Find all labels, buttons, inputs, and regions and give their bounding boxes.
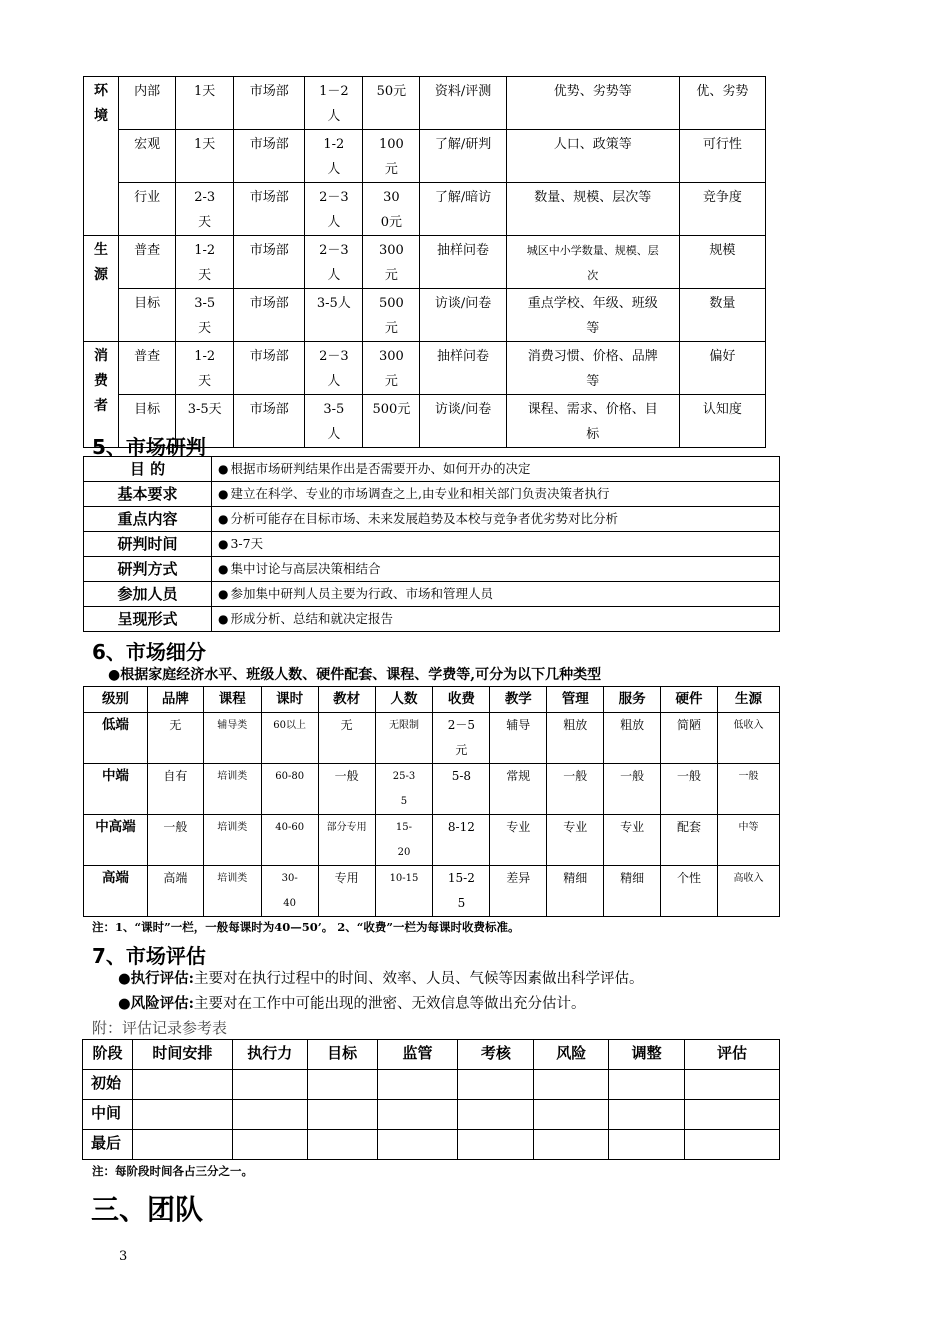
row-value [212, 507, 780, 532]
table-cell: 资料/评测 [420, 77, 506, 130]
table-row [84, 457, 780, 482]
row-label: 重点内容 [84, 507, 212, 532]
table-row [84, 532, 780, 557]
column-header: 监管 [377, 1040, 458, 1070]
risk-assessment-item: ●风险评估:主要对在工作中可能出现的泄密、无效信息等做出充分估计。 [118, 995, 586, 1012]
table-cell: 偏好 [679, 342, 765, 395]
table-cell: 市场部 [234, 342, 305, 395]
row-value-text: 参加集中研判人员主要为行政、市场和管理人员 [230, 586, 493, 601]
section-7-heading: 7、市场评估 [92, 944, 206, 968]
table-cell: 5-8 [433, 764, 490, 815]
table-cell: 1-2 天 [176, 236, 234, 289]
column-header: 硬件 [661, 687, 718, 713]
group-label-cell: 消 费 者 [84, 342, 119, 448]
empty-cell [609, 1070, 685, 1100]
table-row [83, 1100, 780, 1130]
column-header: 执行力 [232, 1040, 307, 1070]
table-cell: 部分专用 [318, 815, 375, 866]
table-cell: 了解/暗访 [420, 183, 506, 236]
header-row [83, 1040, 780, 1070]
empty-cell [307, 1130, 377, 1160]
table-cell: 2－3 人 [305, 236, 363, 289]
empty-cell [685, 1070, 780, 1100]
empty-cell [458, 1130, 534, 1160]
empty-cell [232, 1070, 307, 1100]
table-cell: 一般 [661, 764, 718, 815]
table-cell: 一般 [147, 815, 203, 866]
table-cell: 中高端 [84, 815, 148, 866]
assessment-table-note: 注：每阶段时间各占三分之一。 [92, 1164, 253, 1178]
table-cell: 城区中小学数量、规模、层 次 [506, 236, 679, 289]
table-cell: 40-60 [261, 815, 318, 866]
table-cell: 市场部 [234, 130, 305, 183]
table-cell: 差异 [490, 866, 547, 917]
bullet-icon: ● [218, 587, 229, 601]
column-header: 风险 [534, 1040, 609, 1070]
table-cell: 课程、需求、价格、目 标 [506, 395, 679, 448]
table-cell: 培训类 [203, 764, 261, 815]
table-row [84, 289, 766, 342]
table-cell: 高收入 [717, 866, 779, 917]
table-cell: 10-15 [375, 866, 433, 917]
bullet-icon: ● [218, 562, 229, 576]
row-label: 参加人员 [84, 582, 212, 607]
table-row [84, 77, 766, 130]
table-cell: 300 元 [363, 236, 420, 289]
table-cell: 2-3 天 [176, 183, 234, 236]
table-cell: 100 元 [363, 130, 420, 183]
table-cell: 无 [318, 713, 375, 764]
column-header: 目标 [307, 1040, 377, 1070]
column-header: 收费 [433, 687, 490, 713]
row-label: 目 的 [84, 457, 212, 482]
row-label: 基本要求 [84, 482, 212, 507]
bullet-icon: ● [118, 971, 131, 987]
table-row [84, 815, 780, 866]
empty-cell [534, 1070, 609, 1100]
table-cell: 普查 [119, 236, 176, 289]
empty-cell [132, 1100, 232, 1130]
table-cell: 辅导 [490, 713, 547, 764]
table-cell: 消费习惯、价格、品牌 等 [506, 342, 679, 395]
empty-cell [685, 1100, 780, 1130]
table-cell: 1天 [176, 77, 234, 130]
column-header: 品牌 [147, 687, 203, 713]
column-header: 评估 [685, 1040, 780, 1070]
table-cell: 精细 [547, 866, 604, 917]
table-row [84, 183, 766, 236]
table-cell: 3-5人 [305, 289, 363, 342]
bullet-icon: ● [218, 462, 229, 476]
table-cell: 自有 [147, 764, 203, 815]
row-value [212, 607, 780, 632]
bullet-icon: ● [218, 612, 229, 626]
table-cell: 普查 [119, 342, 176, 395]
row-value [212, 457, 780, 482]
table-row [84, 482, 780, 507]
table-cell: 粗放 [604, 713, 661, 764]
table-cell: 访谈/问卷 [420, 289, 506, 342]
segment-table-note: 注：1、“课时”一栏，一般每课时为40—50’。 2、“收费”一栏为每课时收费标准。 [92, 920, 520, 934]
group-label-cell: 环 境 [84, 77, 119, 236]
column-header: 考核 [458, 1040, 534, 1070]
table-cell: 简陋 [661, 713, 718, 764]
table-cell: 1天 [176, 130, 234, 183]
empty-cell [377, 1130, 458, 1160]
table-row [84, 342, 766, 395]
section-6-heading: 6、市场细分 [92, 640, 206, 664]
column-header: 人数 [375, 687, 433, 713]
table-cell: 无限制 [375, 713, 433, 764]
table-cell: 15- 20 [375, 815, 433, 866]
bullet-icon: ● [218, 537, 229, 551]
table-cell: 市场部 [234, 395, 305, 448]
table-row [84, 557, 780, 582]
empty-cell [132, 1070, 232, 1100]
table-cell: 数量、规模、层次等 [506, 183, 679, 236]
market-segment-table [83, 686, 780, 917]
table-cell: 1-2 天 [176, 342, 234, 395]
stage-label: 中间 [83, 1100, 133, 1130]
row-value-text: 分析可能存在目标市场、未来发展趋势及本校与竞争者优劣势对比分析 [230, 511, 618, 526]
row-value-text: 集中讨论与高层决策相结合 [230, 561, 381, 576]
table-cell: 规模 [679, 236, 765, 289]
empty-cell [307, 1100, 377, 1130]
empty-cell [458, 1100, 534, 1130]
column-header: 服务 [604, 687, 661, 713]
table-cell: 宏观 [119, 130, 176, 183]
column-header: 阶段 [83, 1040, 133, 1070]
row-value-text: 根据市场研判结果作出是否需要开办、如何开办的决定 [230, 461, 531, 476]
table-cell: 行业 [119, 183, 176, 236]
assessment-record-table [82, 1039, 780, 1160]
empty-cell [534, 1100, 609, 1130]
table-row [84, 582, 780, 607]
table-cell: 一般 [318, 764, 375, 815]
table-cell: 中端 [84, 764, 148, 815]
table-row [84, 713, 780, 764]
appendix-title: 附：评估记录参考表 [92, 1019, 228, 1037]
stage-label: 最后 [83, 1130, 133, 1160]
empty-cell [307, 1070, 377, 1100]
empty-cell [534, 1130, 609, 1160]
table-cell: 抽样问卷 [420, 236, 506, 289]
table-cell: 3-5天 [176, 395, 234, 448]
table-row [84, 130, 766, 183]
table-row [84, 866, 780, 917]
row-value-text: 3-7天 [230, 536, 264, 551]
table-cell: 无 [147, 713, 203, 764]
row-value [212, 482, 780, 507]
table-cell: 了解/研判 [420, 130, 506, 183]
column-header: 教学 [490, 687, 547, 713]
table-cell: 可行性 [679, 130, 765, 183]
table-row [84, 607, 780, 632]
table-cell: 粗放 [547, 713, 604, 764]
bullet-icon: ● [218, 487, 229, 501]
chapter-3-heading: 三、团队 [91, 1193, 204, 1226]
table-cell: 目标 [119, 289, 176, 342]
research-plan-table [83, 76, 766, 448]
table-cell: 1－2 人 [305, 77, 363, 130]
table-cell: 精细 [604, 866, 661, 917]
table-cell: 15-2 5 [433, 866, 490, 917]
table-cell: 目标 [119, 395, 176, 448]
table-cell: 3-5 天 [176, 289, 234, 342]
table-cell: 1-2 人 [305, 130, 363, 183]
execution-assessment-item: ●执行评估:主要对在执行过程中的时间、效率、人员、气候等因素做出科学评估。 [118, 970, 644, 987]
page-number: 3 [119, 1249, 128, 1264]
table-cell: 8-12 [433, 815, 490, 866]
table-cell: 市场部 [234, 183, 305, 236]
table-cell: 25-3 5 [375, 764, 433, 815]
row-value-text: 建立在科学、专业的市场调查之上,由专业和相关部门负责决策者执行 [230, 486, 610, 501]
section-5-heading: 5、市场研判 [92, 435, 206, 459]
table-cell: 一般 [717, 764, 779, 815]
header-row [84, 687, 780, 713]
table-cell: 个性 [661, 866, 718, 917]
table-cell: 市场部 [234, 236, 305, 289]
table-cell: 专业 [490, 815, 547, 866]
table-cell: 竞争度 [679, 183, 765, 236]
table-cell: 抽样问卷 [420, 342, 506, 395]
table-cell: 低端 [84, 713, 148, 764]
table-row [83, 1130, 780, 1160]
table-cell: 30- 40 [261, 866, 318, 917]
empty-cell [609, 1100, 685, 1130]
table-cell: 3-5 人 [305, 395, 363, 448]
row-value-text: 形成分析、总结和就决定报告 [230, 611, 393, 626]
row-label: 呈现形式 [84, 607, 212, 632]
table-cell: 认知度 [679, 395, 765, 448]
table-cell: 数量 [679, 289, 765, 342]
table-row [84, 236, 766, 289]
empty-cell [232, 1100, 307, 1130]
table-cell: 优、劣势 [679, 77, 765, 130]
table-cell: 专用 [318, 866, 375, 917]
bullet-icon: ● [118, 996, 131, 1012]
table-cell: 2－5 元 [433, 713, 490, 764]
empty-cell [685, 1130, 780, 1160]
table-cell: 30 0元 [363, 183, 420, 236]
table-cell: 专业 [604, 815, 661, 866]
row-value [212, 582, 780, 607]
row-value [212, 532, 780, 557]
table-cell: 培训类 [203, 866, 261, 917]
segmentation-intro: ●根据家庭经济水平、班级人数、硬件配套、课程、学费等,可分为以下几种类型 [108, 667, 602, 683]
table-cell: 高端 [84, 866, 148, 917]
column-header: 调整 [609, 1040, 685, 1070]
table-cell: 重点学校、年级、班级 等 [506, 289, 679, 342]
empty-cell [132, 1130, 232, 1160]
column-header: 教材 [318, 687, 375, 713]
empty-cell [232, 1130, 307, 1160]
empty-cell [458, 1070, 534, 1100]
table-cell: 培训类 [203, 815, 261, 866]
table-cell: 市场部 [234, 77, 305, 130]
row-value [212, 557, 780, 582]
group-label-cell: 生 源 [84, 236, 119, 342]
row-label: 研判方式 [84, 557, 212, 582]
table-cell: 专业 [547, 815, 604, 866]
table-cell: 访谈/问卷 [420, 395, 506, 448]
table-row [83, 1070, 780, 1100]
stage-label: 初始 [83, 1070, 133, 1100]
table-cell: 优势、劣势等 [506, 77, 679, 130]
table-cell: 60以上 [261, 713, 318, 764]
table-cell: 一般 [547, 764, 604, 815]
table-cell: 高端 [147, 866, 203, 917]
column-header: 课时 [261, 687, 318, 713]
empty-cell [609, 1130, 685, 1160]
table-cell: 一般 [604, 764, 661, 815]
table-cell: 500元 [363, 395, 420, 448]
table-cell: 低收入 [717, 713, 779, 764]
empty-cell [377, 1070, 458, 1100]
row-label: 研判时间 [84, 532, 212, 557]
table-cell: 常规 [490, 764, 547, 815]
table-row [84, 507, 780, 532]
column-header: 生源 [717, 687, 779, 713]
table-cell: 2－3 人 [305, 342, 363, 395]
column-header: 课程 [203, 687, 261, 713]
table-cell: 60-80 [261, 764, 318, 815]
table-cell: 市场部 [234, 289, 305, 342]
market-judgment-table [83, 456, 780, 632]
table-cell: 内部 [119, 77, 176, 130]
empty-cell [377, 1100, 458, 1130]
table-cell: 辅导类 [203, 713, 261, 764]
column-header: 管理 [547, 687, 604, 713]
table-row [84, 764, 780, 815]
bullet-icon: ● [218, 512, 229, 526]
table-cell: 300 元 [363, 342, 420, 395]
column-header: 时间安排 [132, 1040, 232, 1070]
table-cell: 中等 [717, 815, 779, 866]
table-cell: 配套 [661, 815, 718, 866]
table-cell: 2－3 人 [305, 183, 363, 236]
table-cell: 500 元 [363, 289, 420, 342]
bullet-icon: ● [108, 667, 121, 683]
table-cell: 50元 [363, 77, 420, 130]
table-cell: 人口、政策等 [506, 130, 679, 183]
column-header: 级别 [84, 687, 148, 713]
